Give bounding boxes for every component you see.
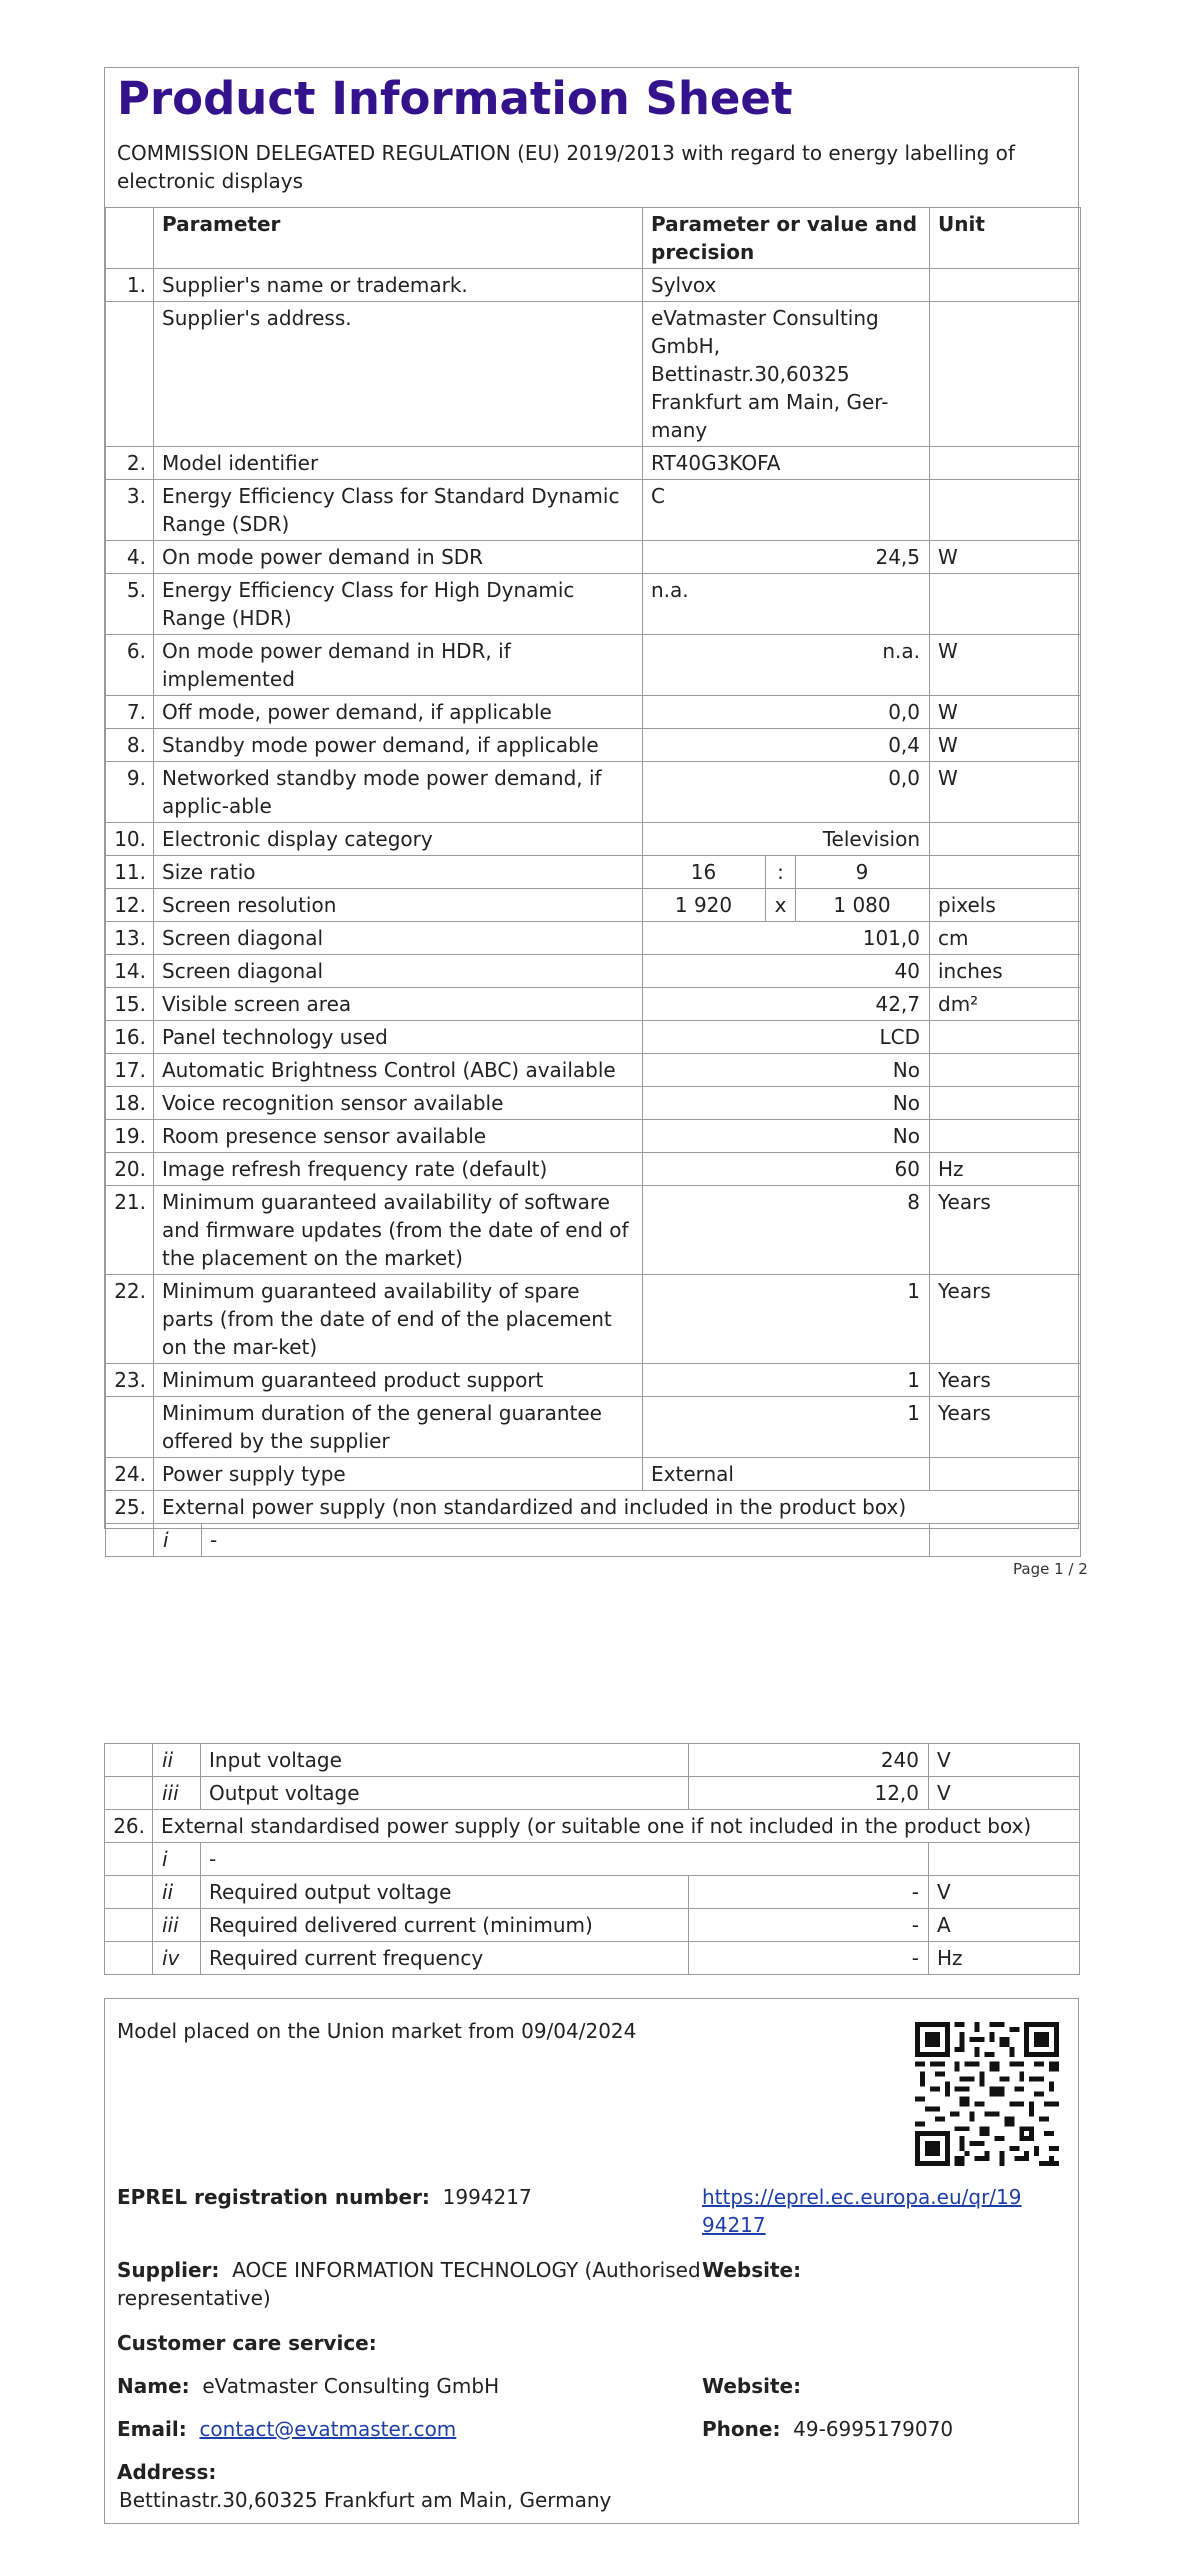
resolution-width: 1 920: [643, 889, 766, 922]
row-value: Sylvox: [643, 269, 930, 302]
table-row: [105, 1843, 1080, 1876]
row-unit: [930, 1021, 1081, 1054]
supplier-value-line1: AOCE INFORMATION TECHNOLOGY (Authorised: [232, 2258, 701, 2282]
table-row: [106, 823, 1081, 856]
row-number: 22.: [106, 1275, 154, 1364]
row-unit: [930, 1087, 1081, 1120]
customer-care-heading: [117, 2329, 377, 2357]
row-unit: dm²: [930, 988, 1081, 1021]
row-number: [106, 302, 154, 447]
row-value: -: [689, 1909, 929, 1942]
row-number: [106, 1397, 154, 1458]
row-unit: [930, 1458, 1081, 1491]
table-row: [106, 1524, 1081, 1557]
row-unit: [930, 856, 1081, 889]
row-parameter: Power supply type: [154, 1458, 643, 1491]
row-value: -: [689, 1876, 929, 1909]
row-number: [105, 1843, 153, 1876]
row-parameter: On mode power demand in HDR, if implemented: [154, 635, 643, 696]
row-value: 40: [643, 955, 930, 988]
supplier-label: Supplier:: [117, 2258, 220, 2282]
row-parameter: -: [201, 1843, 929, 1876]
table-row: [106, 541, 1081, 574]
eprel-link[interactable]: [702, 2183, 1021, 2239]
row-number: [105, 1942, 153, 1975]
table-row: [105, 1744, 1080, 1777]
table-row: [106, 889, 1081, 922]
row-value: 0,0: [643, 696, 930, 729]
table-row: [106, 1458, 1081, 1491]
row-number: 11.: [106, 856, 154, 889]
row-number: [105, 1909, 153, 1942]
table-row: [105, 1876, 1080, 1909]
row-unit: Years: [930, 1397, 1081, 1458]
row-unit: [929, 1843, 1080, 1876]
row-parameter: Standby mode power demand, if applicable: [154, 729, 643, 762]
table-row: [106, 1186, 1081, 1275]
row-value: -: [689, 1942, 929, 1975]
table-row: [106, 922, 1081, 955]
row-subindex: iii: [153, 1909, 201, 1942]
row-number: 5.: [106, 574, 154, 635]
row-parameter: Voice recognition sensor available: [154, 1087, 643, 1120]
header-value: Parameter or value and precision: [643, 208, 930, 269]
row-value: 1: [643, 1364, 930, 1397]
row-parameter: Minimum guaranteed availability of spare parts (from the date of end of the placement on the mar-ket): [154, 1275, 643, 1364]
row-number: 10.: [106, 823, 154, 856]
table-row: [106, 955, 1081, 988]
row-number: 13.: [106, 922, 154, 955]
table-row: [106, 729, 1081, 762]
row-unit: inches: [930, 955, 1081, 988]
row-number: 20.: [106, 1153, 154, 1186]
row-unit: [930, 269, 1081, 302]
customer-care-website: [702, 2372, 801, 2400]
table-row: [106, 480, 1081, 541]
row-value: No: [643, 1054, 930, 1087]
row-number: 24.: [106, 1458, 154, 1491]
ratio-separator: :: [766, 856, 796, 889]
row-number: 3.: [106, 480, 154, 541]
supplier-value-line2: representative): [117, 2286, 271, 2310]
row-parameter: Room presence sensor available: [154, 1120, 643, 1153]
table-row: [106, 635, 1081, 696]
row-value: No: [643, 1087, 930, 1120]
row-value: 24,5: [643, 541, 930, 574]
row-number: 26.: [105, 1810, 153, 1843]
row-parameter: External power supply (non standardized and included in the product box): [154, 1491, 1081, 1524]
row-unit: Years: [930, 1186, 1081, 1275]
row-unit: W: [930, 729, 1081, 762]
eprel-label: EPREL registration number:: [117, 2185, 430, 2209]
table-row: [106, 447, 1081, 480]
table-row: [106, 302, 1081, 447]
row-unit: V: [929, 1777, 1080, 1810]
row-parameter: Electronic display category: [154, 823, 643, 856]
row-number: 1.: [106, 269, 154, 302]
row-parameter: Output voltage: [201, 1777, 689, 1810]
row-subindex: iii: [153, 1777, 201, 1810]
row-subindex: ii: [153, 1876, 201, 1909]
row-parameter: Screen diagonal: [154, 922, 643, 955]
customer-care-phone: [702, 2415, 953, 2443]
supplier-info-box: [104, 1998, 1079, 2524]
row-number: 21.: [106, 1186, 154, 1275]
table-row: [106, 1397, 1081, 1458]
row-unit: V: [929, 1876, 1080, 1909]
row-parameter: Model identifier: [154, 447, 643, 480]
row-subindex: i: [153, 1843, 201, 1876]
row-unit: [930, 1120, 1081, 1153]
row-value: 60: [643, 1153, 930, 1186]
row-value: No: [643, 1120, 930, 1153]
table-row: [106, 856, 1081, 889]
row-value: 0,0: [643, 762, 930, 823]
table-row: [105, 1909, 1080, 1942]
row-value: 8: [643, 1186, 930, 1275]
page-title: Product Information Sheet: [117, 72, 793, 125]
row-number: 4.: [106, 541, 154, 574]
customer-care-address: [117, 2458, 611, 2514]
row-unit: A: [929, 1909, 1080, 1942]
row-value: 240: [689, 1744, 929, 1777]
row-parameter: Size ratio: [154, 856, 643, 889]
email-label: Email:: [117, 2417, 187, 2441]
address-label: Address:: [117, 2460, 217, 2484]
row-value: eVatmaster Consulting GmbH, Bettinastr.30,60325 Frankfurt am Main, Ger-many: [643, 302, 930, 447]
supplier: [117, 2256, 701, 2312]
row-number: 16.: [106, 1021, 154, 1054]
table-row: [106, 574, 1081, 635]
row-subindex: iv: [153, 1942, 201, 1975]
table-row: [106, 988, 1081, 1021]
row-parameter: Image refresh frequency rate (default): [154, 1153, 643, 1186]
table-row: [105, 1942, 1080, 1975]
product-information-sheet: [104, 67, 1079, 1552]
row-value: External: [643, 1458, 930, 1491]
row-parameter: Supplier's name or trademark.: [154, 269, 643, 302]
row-parameter: Panel technology used: [154, 1021, 643, 1054]
row-parameter: Required delivered current (minimum): [201, 1909, 689, 1942]
row-parameter: Visible screen area: [154, 988, 643, 1021]
phone-value: 49-6995179070: [793, 2417, 954, 2441]
customer-care-label: Customer care service:: [117, 2331, 377, 2355]
row-value: 1: [643, 1275, 930, 1364]
row-number: 6.: [106, 635, 154, 696]
row-unit: [930, 1054, 1081, 1087]
row-parameter: Networked standby mode power demand, if applic-able: [154, 762, 643, 823]
row-unit: [930, 823, 1081, 856]
table-row: [106, 1491, 1081, 1524]
row-parameter: Required current frequency: [201, 1942, 689, 1975]
row-number: 7.: [106, 696, 154, 729]
header-unit: Unit: [930, 208, 1081, 269]
row-parameter: Energy Efficiency Class for High Dynamic Range (HDR): [154, 574, 643, 635]
table-row: [106, 1021, 1081, 1054]
row-number: 8.: [106, 729, 154, 762]
parameters-table: [105, 207, 1081, 1557]
row-unit: [930, 480, 1081, 541]
parameters-table-continued: [104, 1743, 1080, 1975]
eprel-registration: [117, 2183, 532, 2211]
row-value: Television: [643, 823, 930, 856]
eprel-number: 1994217: [442, 2185, 532, 2209]
row-number: 12.: [106, 889, 154, 922]
row-parameter: Input voltage: [201, 1744, 689, 1777]
customer-care-name: [117, 2372, 499, 2400]
row-unit: W: [930, 762, 1081, 823]
table-row: [106, 696, 1081, 729]
row-parameter: Minimum guaranteed availability of software and firmware updates (from the date of end of the placement on the market): [154, 1186, 643, 1275]
row-parameter: Energy Efficiency Class for Standard Dynamic Range (SDR): [154, 480, 643, 541]
row-value: n.a.: [643, 574, 930, 635]
row-number: 2.: [106, 447, 154, 480]
row-unit: W: [930, 696, 1081, 729]
row-parameter: Automatic Brightness Control (ABC) available: [154, 1054, 643, 1087]
market-date-text: Model placed on the Union market from 09/04/2024: [117, 2019, 637, 2043]
supplier-website: [702, 2256, 801, 2284]
qr-code-icon[interactable]: [915, 2022, 1059, 2166]
row-unit: cm: [930, 922, 1081, 955]
row-unit: Hz: [930, 1153, 1081, 1186]
header-num: [106, 208, 154, 269]
table-row: [106, 1153, 1081, 1186]
row-number: [105, 1876, 153, 1909]
row-unit: V: [929, 1744, 1080, 1777]
resolution-separator: x: [766, 889, 796, 922]
row-number: [105, 1777, 153, 1810]
table-row: [106, 1054, 1081, 1087]
row-unit: Hz: [929, 1942, 1080, 1975]
name-value: eVatmaster Consulting GmbH: [202, 2374, 500, 2398]
row-value: n.a.: [643, 635, 930, 696]
row-unit: [930, 302, 1081, 447]
table-row: [105, 1810, 1080, 1843]
table-row: [106, 762, 1081, 823]
name-label: Name:: [117, 2374, 190, 2398]
row-value: 12,0: [689, 1777, 929, 1810]
row-value: RT40G3KOFA: [643, 447, 930, 480]
row-unit: W: [930, 541, 1081, 574]
table-row: [106, 1087, 1081, 1120]
row-number: 17.: [106, 1054, 154, 1087]
resolution-height: 1 080: [796, 889, 930, 922]
row-parameter: Screen diagonal: [154, 955, 643, 988]
table-row: [106, 269, 1081, 302]
table-header-row: [106, 208, 1081, 269]
row-parameter: Required output voltage: [201, 1876, 689, 1909]
table-row: [106, 1364, 1081, 1397]
row-unit: Years: [930, 1364, 1081, 1397]
row-unit: Years: [930, 1275, 1081, 1364]
row-number: 18.: [106, 1087, 154, 1120]
row-parameter: -: [202, 1524, 930, 1557]
supplier-website-label: Website:: [702, 2258, 802, 2282]
page-number: Page 1 / 2: [1013, 1560, 1088, 1578]
row-number: 15.: [106, 988, 154, 1021]
table-row: [106, 1275, 1081, 1364]
row-number: [106, 1524, 154, 1557]
row-number: 23.: [106, 1364, 154, 1397]
row-unit: [930, 447, 1081, 480]
address-value: Bettinastr.30,60325 Frankfurt am Main, Germany: [119, 2488, 612, 2512]
eprel-link-line2[interactable]: 94217: [702, 2213, 766, 2237]
ratio-width: 16: [643, 856, 766, 889]
row-parameter: Minimum duration of the general guarantee offered by the supplier: [154, 1397, 643, 1458]
row-unit: W: [930, 635, 1081, 696]
row-parameter: External standardised power supply (or suitable one if not included in the product box): [153, 1810, 1080, 1843]
phone-label: Phone:: [702, 2417, 781, 2441]
row-parameter: Screen resolution: [154, 889, 643, 922]
row-unit: pixels: [930, 889, 1081, 922]
ratio-height: 9: [796, 856, 930, 889]
customer-care-email: [117, 2415, 456, 2443]
row-parameter: Minimum guaranteed product support: [154, 1364, 643, 1397]
table-row: [106, 1120, 1081, 1153]
row-parameter: Off mode, power demand, if applicable: [154, 696, 643, 729]
header-parameter: Parameter: [154, 208, 643, 269]
row-unit: [930, 1524, 1081, 1557]
row-number: [105, 1744, 153, 1777]
customer-care-website-label: Website:: [702, 2374, 802, 2398]
regulation-subtitle: COMMISSION DELEGATED REGULATION (EU) 2019/2013 with regard to energy labelling of electronic displays: [117, 141, 1015, 193]
row-parameter: On mode power demand in SDR: [154, 541, 643, 574]
row-value: 42,7: [643, 988, 930, 1021]
row-value: 101,0: [643, 922, 930, 955]
row-unit: [930, 574, 1081, 635]
row-value: C: [643, 480, 930, 541]
row-number: 9.: [106, 762, 154, 823]
row-value: 0,4: [643, 729, 930, 762]
email-link[interactable]: contact@evatmaster.com: [199, 2417, 457, 2441]
row-value: LCD: [643, 1021, 930, 1054]
row-subindex: ii: [153, 1744, 201, 1777]
row-value: 1: [643, 1397, 930, 1458]
row-number: 25.: [106, 1491, 154, 1524]
row-number: 19.: [106, 1120, 154, 1153]
row-subindex: i: [154, 1524, 202, 1557]
row-parameter: Supplier's address.: [154, 302, 643, 447]
eprel-link-line1[interactable]: https://eprel.ec.europa.eu/qr/19: [702, 2185, 1022, 2209]
table-row: [105, 1777, 1080, 1810]
row-number: 14.: [106, 955, 154, 988]
